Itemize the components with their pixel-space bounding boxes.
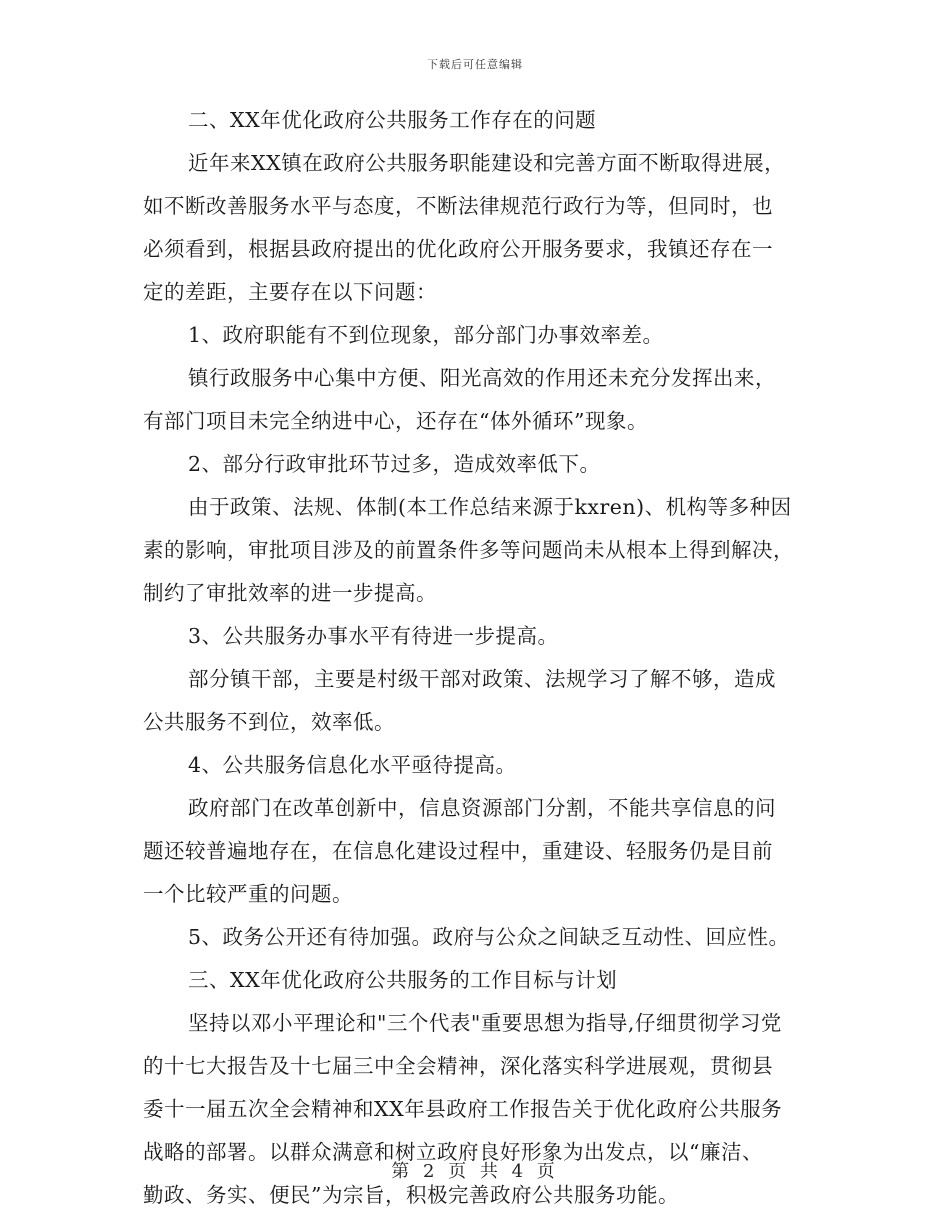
paragraph-line: 题还较普遍地存在，在信息化建设过程中，重建设、轻服务仍是目前 <box>143 839 773 863</box>
paragraph-line: 坚持以邓小平理论和"三个代表"重要思想为指导,仔细贯彻学习党 <box>188 1011 782 1035</box>
paragraph-line: 部分镇干部，主要是村级干部对政策、法规学习了解不够，造成 <box>188 667 776 691</box>
section-heading-goals: 三、XX年优化政府公共服务的工作目标与计划 <box>188 968 618 992</box>
paragraph-line: 委十一届五次全会精神和XX年县政府工作报告关于优化政府公共服务 <box>143 1097 783 1121</box>
paragraph-line: 有部门项目未完全纳进中心，还存在“体外循环”现象。 <box>143 409 648 433</box>
list-item-heading: 2、部分行政审批环节过多，造成效率低下。 <box>188 452 601 476</box>
paragraph-line: 由于政策、法规、体制(本工作总结来源于kxren)、机构等多种因 <box>188 495 792 519</box>
paragraph-line: 定的差距，主要存在以下问题： <box>143 280 437 304</box>
paragraph-line: 镇行政服务中心集中方便、阳光高效的作用还未充分发挥出来， <box>188 366 776 390</box>
paragraph-line: 一个比较严重的问题。 <box>143 882 353 906</box>
paragraph-line: 如不断改善服务水平与态度，不断法律规范行政行为等，但同时，也 <box>143 194 773 218</box>
list-item-heading: 5、政务公开还有待加强。政府与公众之间缺乏互动性、回应性。 <box>188 925 790 949</box>
list-item-heading: 1、政府职能有不到位现象，部分部门办事效率差。 <box>188 323 664 347</box>
document-body <box>143 105 805 1223</box>
header-note: 下载后可任意编辑 <box>427 58 523 71</box>
paragraph-line: 公共服务不到位，效率低。 <box>143 710 395 734</box>
list-item-heading: 4、公共服务信息化水平亟待提高。 <box>188 753 517 777</box>
page-number: 第 2 页 共 4 页 <box>391 1161 559 1182</box>
paragraph-line: 制约了审批效率的进一步提高。 <box>143 581 437 605</box>
paragraph-line: 政府部门在改革创新中，信息资源部门分割，不能共享信息的问 <box>188 796 776 820</box>
paragraph-line: 必须看到，根据县政府提出的优化政府公开服务要求，我镇还存在一 <box>143 237 773 261</box>
section-heading-problems: 二、XX年优化政府公共服务工作存在的问题 <box>188 108 597 132</box>
paragraph-line: 战略的部署。以群众满意和树立政府良好形象为出发点，以“廉洁、 <box>143 1140 763 1164</box>
paragraph-line: 近年来XX镇在政府公共服务职能建设和完善方面不断取得进展， <box>188 151 786 175</box>
paragraph-line: 的十七大报告及十七届三中全会精神，深化落实科学进展观，贯彻县 <box>143 1054 773 1078</box>
paragraph-line: 勤政、务实、便民”为宗旨，积极完善政府公共服务功能。 <box>143 1183 679 1207</box>
paragraph-line: 素的影响，审批项目涉及的前置条件多等问题尚未从根本上得到解决， <box>143 538 794 562</box>
list-item-heading: 3、公共服务办事水平有待进一步提高。 <box>188 624 559 648</box>
